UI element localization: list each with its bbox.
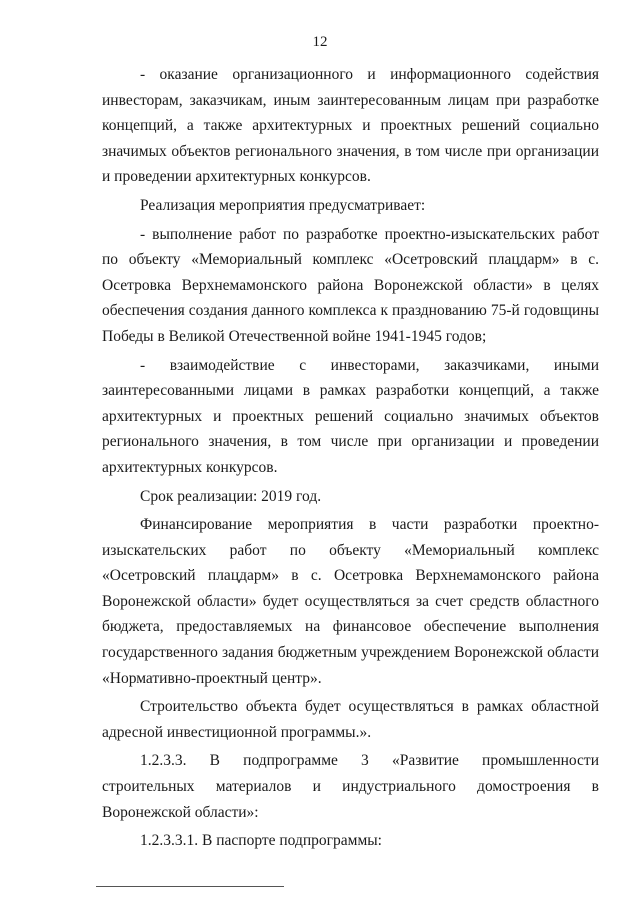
paragraph-design-survey-works: - выполнение работ по разработке проектно-изыскательских работ по объекту «Мемориальный комплекс «Осетровский плацдарм» в с. Осетровка Верхнемамонского района Воронежской области» в целях обеспечения создания данного комплекса к празднованию 75-й годовщины Победы в Великой Отечественной войне 1941-1945 годов; [102,225,599,345]
document-body [102,62,599,854]
paragraph-passport: 1.2.3.3.1. В паспорте подпрограммы: [140,832,382,850]
paragraph-subprogram-3: 1.2.3.3. В подпрограмме 3 «Развитие промышленности строительных материалов и индустриального домостроения в Воронежской области»: [102,752,599,821]
paragraph-implementation-intro: Реализация мероприятия предусматривает: [140,196,426,214]
paragraph-construction: Строительство объекта будет осуществляться в рамках областной адресной инвестиционной программы.». [102,698,599,741]
footer-divider [96,886,284,887]
paragraph-financing: Финансирование мероприятия в части разработки проектно-изыскательских работ по объекту «Мемориальный комплекс «Осетровский плацдарм» в с. Осетровка Верхнемамонского района Воронежской области» будет осуществляться за счет средств областного бюджета, предоставляемых на финансовое обеспечение выполнения государственного задания бюджетным учреждением Воронежской области «Нормативно-проектный центр». [102,516,599,687]
paragraph-investor-interaction: - взаимодействие с инвесторами, заказчиками, иными заинтересованными лицами в рамках разработки концепций, а также архитектурных и проектных решений социально значимых объектов регионального значения, в том числе при организации и проведении архитектурных конкурсов. [102,356,599,476]
paragraph-organizational-support: - оказание организационного и информационного содействия инвесторам, заказчикам, иным заинтересованным лицам при разработке концепций, а также архитектурных и проектных решений социально значимых объектов регионального значения, в том числе при организации и проведении архитектурных конкурсов. [102,66,599,186]
paragraph-implementation-period: Срок реализации: 2019 год. [140,487,322,505]
page-number: 12 [312,34,328,50]
